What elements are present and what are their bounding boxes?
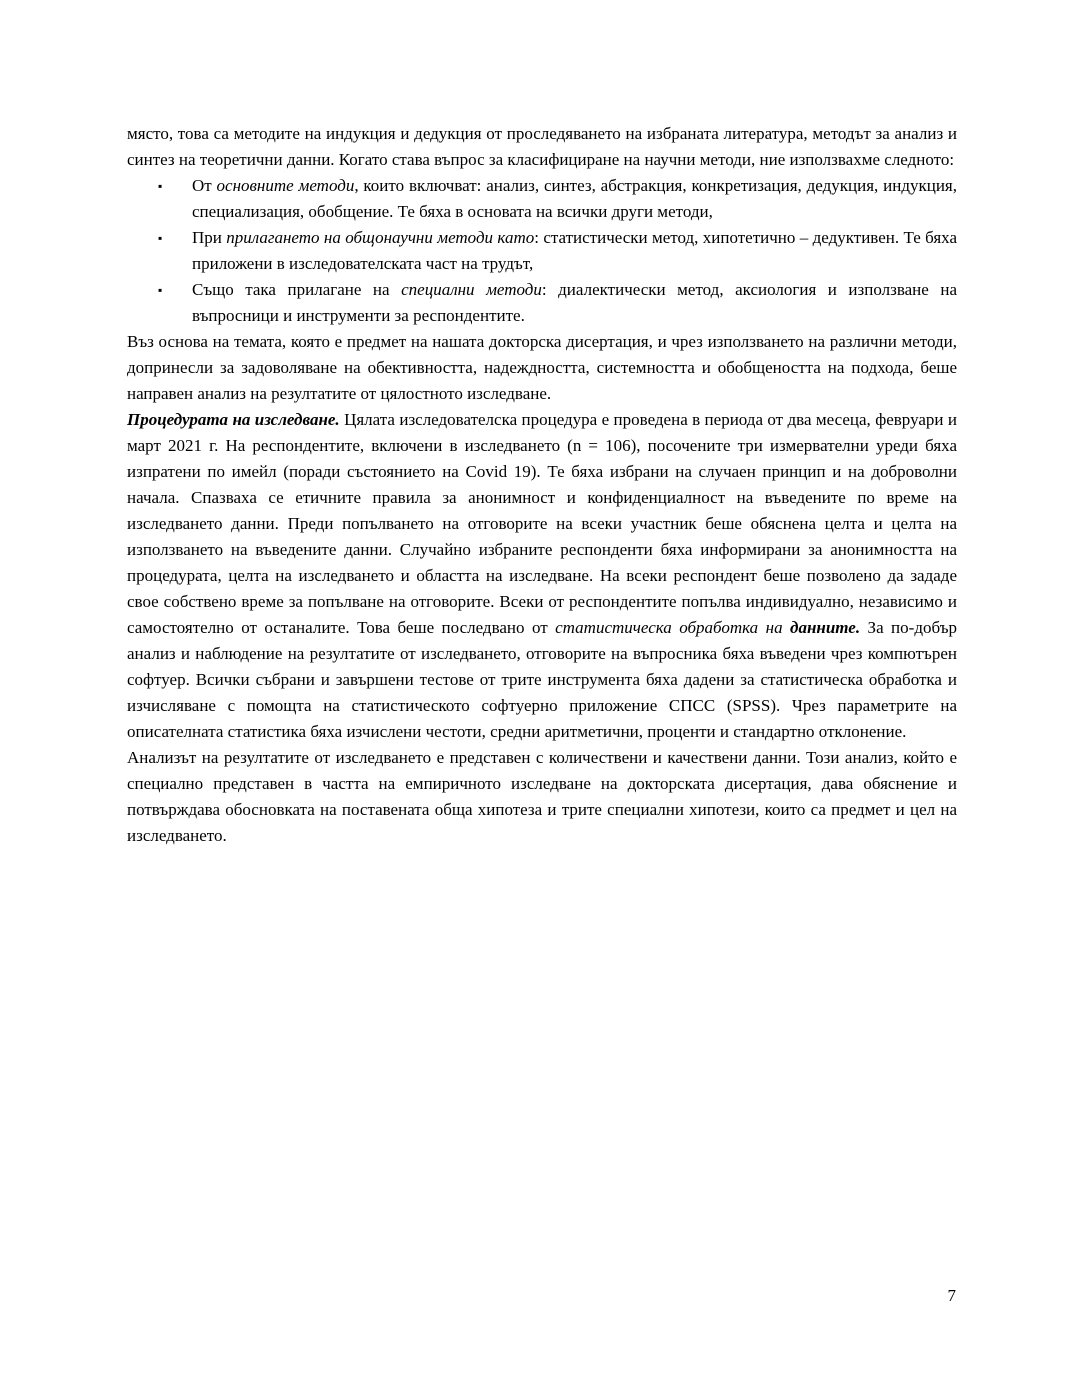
bullet-text-italic: прилагането на общонаучни методи като (226, 228, 535, 247)
square-bullet-icon: ▪ (158, 283, 163, 297)
bullet-item-special-methods (127, 277, 957, 329)
procedure-text-segment-2: За по-добър анализ и наблюдение на резултатите от изследването, отговорите на въпросника бяха въведени чрез компютърен софтуер. Всички събрани и завършени тестове от трите инструмента бяха дадени за статистическа обработка и изчисляване с помощта на статистическото софтуерно приложение СПСС (SPSS). Чрез параметрите на описателната статистика бяха изчислени честоти, средни аритметични, проценти и стандартно отклонение. (127, 618, 957, 741)
document-content (127, 121, 957, 849)
page-number: 7 (947, 1286, 956, 1305)
bullet-text-post: : диалектически метод, аксиология и използване на въпросници и инструменти за респондентите. (192, 280, 957, 325)
bullet-text-post: : статистически метод, хипотетично – дедуктивен. Те бяха приложени в изследователската част на трудът, (192, 228, 958, 273)
bullet-item-general-scientific-methods (127, 225, 957, 277)
procedure-text-segment-1: Цялата изследователска процедура е проведена в периода от два месеца, февруари и март 2021 г. На респондентите, включени в изследването (n = 106), посочените три измервателни уреди бяха изпратени по имейл (поради състоянието на Covid 19). Те бяха избрани на случаен принцип и на доброволни начала. Спазваха се етичните правила за анонимност и конфиденциалност на въведените по време на изследването данни. Преди попълването на отговорите на всеки участник беше обяснена целта и целта на използването на въведените данни. Случайно избраните респонденти бяха информирани за анонимността на процедурата, целта на изследването и областта на изследване. На всеки респондент беше позволено да зададе свое собствено време за попълване на отговорите. Всеки от респондентите попълва индивидуално, независимо и самостоятелно от останалите. Това беше последвано от (127, 410, 957, 637)
paragraph-basis: Въз основа на темата, която е предмет на нашата докторска дисертация, и чрез използването на различни методи, допринесли за задоволяване на обективността, надеждността, системността и обобщеността на подхода, беше направен анализ на резултатите от цялостното изследване. (127, 332, 957, 403)
paragraph-analysis: Анализът на резултатите от изследването е представен с количествени и качествени данни. Този анализ, който е специално представен в частта на емпиричното изследване на докторската дисертация, дава обяснение и потвърждава обосновката на поставената обща хипотеза и трите специални хипотези, които са предмет и цел на изследването. (127, 748, 957, 845)
bullet-text-post: , които включват: анализ, синтез, абстракция, конкретизация, дедукция, индукция, специализация, обобщение. Те бяха в основата на всички други методи, (192, 176, 957, 221)
bullet-text-pre: Също така прилагане на (192, 280, 402, 299)
square-bullet-icon: ▪ (158, 231, 163, 245)
bullet-text-pre: При (192, 228, 227, 247)
bullet-item-basic-methods (127, 173, 957, 225)
procedure-text-bold-italic: данните. (790, 618, 861, 637)
paragraph-methods-intro: място, това са методите на индукция и дедукция от проследяването на избраната литература, методът за анализ и синтез на теоретични данни. Когато става въпрос за класифициране на научни методи, ние използвахме следното: (127, 124, 957, 169)
methods-bullet-list (127, 173, 957, 329)
procedure-text-italic: статистическа обработка на (555, 618, 791, 637)
procedure-heading: Процедурата на изследване. (127, 410, 340, 429)
bullet-text-italic: основните методи (216, 176, 355, 195)
bullet-text-italic: специални методи (401, 280, 542, 299)
bullet-text-pre: От (192, 176, 217, 195)
paragraph-procedure (127, 407, 957, 745)
square-bullet-icon: ▪ (158, 179, 163, 193)
